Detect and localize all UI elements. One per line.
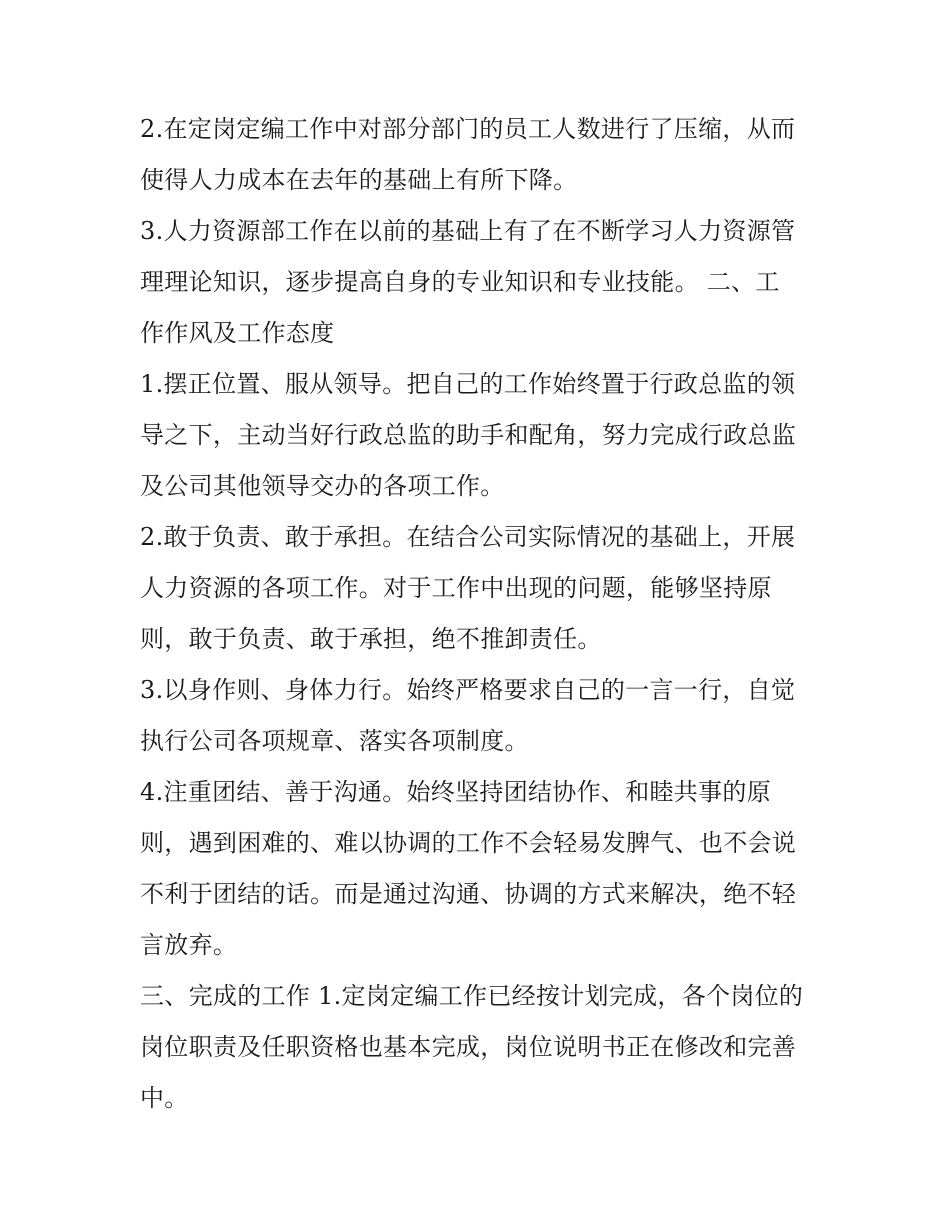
text-line: 言放弃。 — [140, 931, 238, 959]
text-line: 不利于团结的话。而是通过沟通、协调的方式来解决，绝不轻 — [140, 880, 797, 908]
text-line: 3.人力资源部工作在以前的基础上有了在不断学习人力资源管 — [140, 217, 796, 245]
text-line: 2.敢于负责、敢于承担。在结合公司实际情况的基础上，开展 — [140, 523, 796, 551]
document-body — [140, 104, 820, 1124]
text-line: 3.以身作则、身体力行。始终严格要求自己的一言一行，自觉 — [140, 676, 796, 704]
text-line: 及公司其他领导交办的各项工作。 — [140, 472, 505, 500]
text-line: 则，遇到困难的、难以协调的工作不会轻易发脾气、也不会说 — [140, 829, 797, 857]
text-line: 2.在定岗定编工作中对部分部门的员工人数进行了压缩，从而 — [140, 115, 796, 143]
text-line: 作作风及工作态度 — [140, 319, 335, 347]
text-line: 人力资源的各项工作。对于工作中出现的问题，能够坚持原 — [140, 574, 772, 602]
text-line: 则，敢于负责、敢于承担，绝不推卸责任。 — [140, 625, 602, 653]
text-line: 岗位职责及任职资格也基本完成，岗位说明书正在修改和完善 — [140, 1033, 797, 1061]
text-line: 执行公司各项规章、落实各项制度。 — [140, 727, 529, 755]
text-line: 三、完成的工作 1.定岗定编工作已经按计划完成，各个岗位的 — [140, 982, 804, 1010]
text-line: 使得人力成本在去年的基础上有所下降。 — [140, 166, 578, 194]
text-line: 理理论知识，逐步提高自身的专业知识和专业技能。 二、工 — [140, 268, 780, 296]
text-line: 中。 — [140, 1084, 189, 1112]
text-line: 4.注重团结、善于沟通。始终坚持团结协作、和睦共事的原 — [140, 778, 771, 806]
text-line: 1.摆正位置、服从领导。把自己的工作始终置于行政总监的领 — [140, 370, 796, 398]
text-line: 导之下，主动当好行政总监的助手和配角，努力完成行政总监 — [140, 421, 797, 449]
